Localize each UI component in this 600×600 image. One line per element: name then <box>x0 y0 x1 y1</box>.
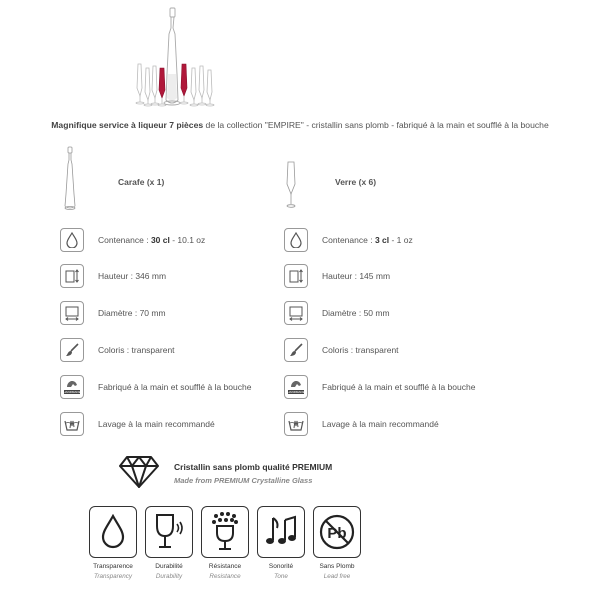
glass-spec-diameter <box>284 300 390 326</box>
hand-wash-icon <box>60 412 84 436</box>
intro-rest: de la collection "EMPIRE" - cristallin sans plomb - fabriqué à la main et soufflé à la bouche <box>203 120 549 130</box>
glass-diameter-text: Diamètre : 50 mm <box>322 308 390 318</box>
lead-free-icon <box>313 506 361 558</box>
drop-icon <box>284 228 308 252</box>
premium-subtitle: Made from PREMIUM Crystalline Glass <box>174 476 313 485</box>
feature-label-sonority: Sonorité <box>268 563 294 570</box>
hand-wash-icon <box>284 412 308 436</box>
durability-icon <box>145 506 193 558</box>
glass-spec-color <box>284 337 399 363</box>
glass-height-text: Hauteur : 145 mm <box>322 271 391 281</box>
diamond-icon <box>118 454 160 490</box>
carafe-height-text: Hauteur : 346 mm <box>98 271 167 281</box>
carafe-diameter-text: Diamètre : 70 mm <box>98 308 166 318</box>
diameter-icon <box>60 301 84 325</box>
intro-text <box>0 120 600 130</box>
glass-spec-capacity: Contenance : 3 cl - 1 oz <box>284 227 413 253</box>
sonority-icon <box>257 506 305 558</box>
feature-sub-sonority: Tone <box>274 573 288 580</box>
feature-sub-durability: Durability <box>155 573 183 580</box>
height-icon <box>60 264 84 288</box>
glass-color-text: Coloris : transparent <box>322 345 399 355</box>
glass-title: Verre (x 6) <box>335 177 377 187</box>
resistance-icon <box>201 506 249 558</box>
glass-spec-height <box>284 263 390 289</box>
feature-label-resistance: Résistance <box>208 563 242 570</box>
feature-sub-transparency: Transparency <box>93 573 133 580</box>
diameter-icon <box>284 301 308 325</box>
svg-text:HANDMADE: HANDMADE <box>63 390 81 395</box>
brush-icon <box>284 338 308 362</box>
carafe-handmade-text: Fabriqué à la main et soufflé à la bouche <box>98 382 252 392</box>
intro-bold: Magnifique service à liqueur 7 pièces <box>51 120 204 130</box>
carafe-spec-height <box>60 263 166 289</box>
glass-spec-wash <box>284 411 439 437</box>
handmade-icon <box>284 375 308 399</box>
glass-thumbnail <box>285 160 297 210</box>
feature-label-lead-free: Sans Plomb <box>319 563 355 570</box>
carafe-spec-handmade <box>60 374 251 400</box>
carafe-wash-text: Lavage à la main recommandé <box>98 419 215 429</box>
glass-wash-text: Lavage à la main recommandé <box>322 419 439 429</box>
drop-icon <box>60 228 84 252</box>
carafe-spec-capacity: Contenance : 30 cl - 10.1 oz <box>60 227 205 253</box>
carafe-spec-color <box>60 337 175 363</box>
glass-handmade-text: Fabriqué à la main et soufflé à la bouche <box>322 382 476 392</box>
svg-text:HANDMADE: HANDMADE <box>287 390 305 395</box>
transparency-icon <box>89 506 137 558</box>
carafe-title: Carafe (x 1) <box>118 177 165 187</box>
feature-sub-resistance: Resistance <box>209 573 241 580</box>
product-photo <box>120 4 230 112</box>
carafe-color-text: Coloris : transparent <box>98 345 175 355</box>
brush-icon <box>60 338 84 362</box>
feature-sub-lead-free: Lead free <box>323 573 351 580</box>
handmade-icon <box>60 375 84 399</box>
premium-title: Cristallin sans plomb qualité PREMIUM <box>174 462 333 472</box>
feature-label-durability: Durabilité <box>155 563 183 570</box>
svg-text:Pb: Pb <box>327 525 347 542</box>
carafe-thumbnail <box>62 146 78 212</box>
height-icon <box>284 264 308 288</box>
feature-label-transparency: Transparence <box>93 563 133 570</box>
carafe-spec-wash <box>60 411 215 437</box>
glass-spec-handmade <box>284 374 475 400</box>
carafe-spec-diameter <box>60 300 166 326</box>
